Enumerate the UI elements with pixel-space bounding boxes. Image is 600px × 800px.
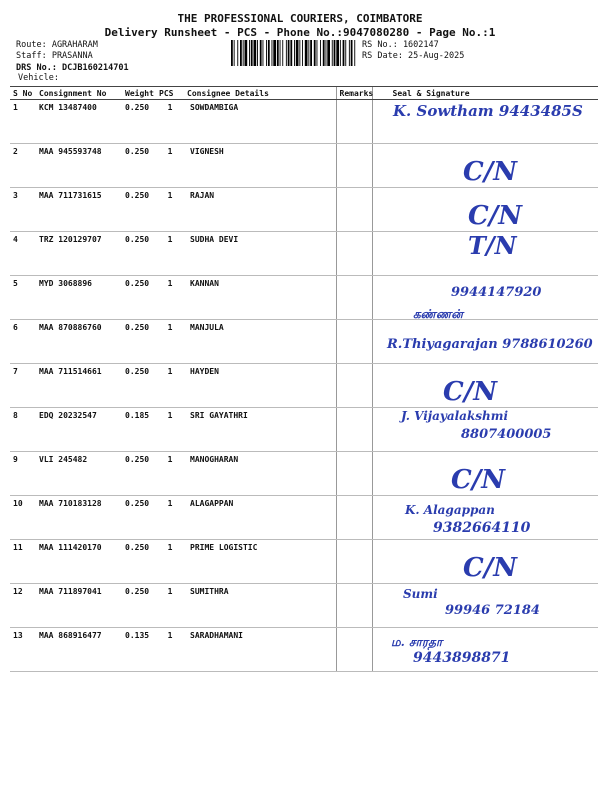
col-remarks: Remarks [336, 87, 372, 100]
table-row [10, 320, 598, 364]
barcode-bar [257, 40, 258, 66]
barcode-bar [249, 40, 250, 66]
table-row [10, 364, 598, 408]
phone-number: 9443898871 [412, 650, 510, 666]
table-row [10, 100, 598, 144]
barcode-bar [272, 40, 273, 66]
barcode-bar [273, 40, 276, 66]
cell-remarks [336, 232, 372, 276]
route: Route: AGRAHARAM [16, 40, 98, 50]
barcode-bar [349, 40, 350, 66]
cell-consignment: KCM 13487400 [36, 100, 122, 144]
cell-consignee: MANOGHARAN [184, 452, 336, 496]
barcode-bar [317, 40, 318, 66]
signature-text: K. Alagappan [404, 503, 495, 517]
cell-signature [372, 144, 598, 188]
handwritten-signature [373, 364, 600, 407]
barcode-bar [237, 40, 238, 66]
barcode-bar [345, 40, 346, 66]
handwritten-signature [373, 584, 600, 624]
signature-text: J. Vijayalakshmi [400, 409, 508, 423]
handwritten-signature [373, 188, 600, 231]
cn-mark: C/N [462, 553, 517, 583]
cell-weight: 0.250 [122, 144, 156, 188]
drs-number: DRS No.: DCJB160214701 [16, 63, 129, 73]
barcode-bar [234, 40, 235, 66]
handwritten-signature [373, 496, 600, 536]
table-row [10, 540, 598, 584]
barcode [230, 40, 358, 66]
table-row [10, 144, 598, 188]
runsheet-subtitle: Delivery Runsheet - PCS - Phone No.:9047080280 - Page No.:1 [104, 26, 496, 39]
barcode-bar [334, 40, 336, 66]
cell-sno: 11 [10, 540, 36, 584]
cell-remarks [336, 452, 372, 496]
cell-consignee: SOWDAMBIGA [184, 100, 336, 144]
handwritten-signature [373, 628, 600, 668]
col-sno: S No [10, 87, 36, 100]
cell-consignment: MAA 868916477 [36, 628, 122, 672]
handwritten-signature [373, 144, 600, 187]
cell-consignment: MAA 945593748 [36, 144, 122, 188]
cell-pcs: 1 [156, 584, 184, 628]
cell-consignee: SRI GAYATHRI [184, 408, 336, 452]
cell-pcs: 1 [156, 100, 184, 144]
cell-consignment: MAA 710183128 [36, 496, 122, 540]
signature-text: K. Sowtham 9443485S [392, 102, 583, 120]
cell-consignee: ALAGAPPAN [184, 496, 336, 540]
cell-remarks [336, 496, 372, 540]
table-row [10, 408, 598, 452]
cell-weight: 0.250 [122, 100, 156, 144]
barcode-bar [320, 40, 321, 66]
staff: Staff: PRASANNA [16, 51, 93, 61]
barcode-bar [302, 40, 303, 66]
cn-mark: C/N [462, 157, 517, 187]
cell-remarks [336, 320, 372, 364]
table-row [10, 584, 598, 628]
cell-remarks [336, 100, 372, 144]
barcode-bar [354, 40, 355, 66]
barcode-bar [288, 40, 290, 66]
col-seal: Seal & Signature [372, 87, 598, 100]
cell-pcs: 1 [156, 188, 184, 232]
cell-remarks [336, 628, 372, 672]
cell-consignment: VLI 245482 [36, 452, 122, 496]
cell-sno: 10 [10, 496, 36, 540]
phone-number: 9382664110 [432, 520, 530, 536]
cell-weight: 0.250 [122, 540, 156, 584]
cell-consignee: HAYDEN [184, 364, 336, 408]
cell-remarks [336, 276, 372, 320]
cell-remarks [336, 584, 372, 628]
table-header-row [10, 87, 598, 100]
barcode-bar [254, 40, 257, 66]
cell-weight: 0.250 [122, 188, 156, 232]
cell-signature [372, 452, 598, 496]
table-row [10, 232, 598, 276]
handwritten-signature [373, 452, 600, 495]
barcode-bar [266, 40, 267, 66]
barcode-bar [277, 40, 279, 66]
phone-number: 9944147920 [450, 285, 541, 300]
cell-consignment: MAA 111420170 [36, 540, 122, 584]
runsheet-table [10, 86, 598, 672]
cell-consignment: MAA 711731615 [36, 188, 122, 232]
cell-sno: 7 [10, 364, 36, 408]
barcode-bar [326, 40, 327, 66]
cell-consignment: EDQ 20232547 [36, 408, 122, 452]
cell-sno: 12 [10, 584, 36, 628]
barcode-bar [336, 40, 339, 66]
cell-consignee: SUMITHRA [184, 584, 336, 628]
barcode-bar [314, 40, 316, 66]
cell-signature [372, 408, 598, 452]
cell-signature [372, 584, 598, 628]
cell-signature [372, 496, 598, 540]
handwritten-signature [373, 100, 600, 140]
cell-consignment: MAA 870886760 [36, 320, 122, 364]
col-consignment: Consignment No [36, 87, 122, 100]
barcode-bar [263, 40, 264, 66]
cell-weight: 0.250 [122, 452, 156, 496]
handwritten-signature [373, 408, 600, 448]
cell-sno: 8 [10, 408, 36, 452]
barcode-bar [310, 40, 312, 66]
cell-pcs: 1 [156, 628, 184, 672]
barcode-bar [294, 40, 295, 66]
cell-sno: 3 [10, 188, 36, 232]
cell-pcs: 1 [156, 540, 184, 584]
cell-remarks [336, 364, 372, 408]
cell-consignee: SARADHAMANI [184, 628, 336, 672]
barcode-bar [299, 40, 300, 66]
cell-sno: 1 [10, 100, 36, 144]
cell-signature [372, 628, 598, 672]
barcode-bar [243, 40, 244, 66]
col-consignee: Consignee Details [184, 87, 336, 100]
barcode-bar [286, 40, 287, 66]
barcode-bar [343, 40, 345, 66]
cell-pcs: 1 [156, 320, 184, 364]
cell-remarks [336, 408, 372, 452]
barcode-bar [332, 40, 333, 66]
cell-consignee: MANJULA [184, 320, 336, 364]
cell-sno: 5 [10, 276, 36, 320]
cell-remarks [336, 188, 372, 232]
barcode-bar [240, 40, 242, 66]
cell-consignment: MAA 711514661 [36, 364, 122, 408]
rs-date: RS Date: 25-Aug-2025 [362, 51, 465, 61]
tn-mark: T/N [467, 231, 517, 260]
cell-signature [372, 540, 598, 584]
table-row [10, 496, 598, 540]
cell-consignee: PRIME LOGISTIC [184, 540, 336, 584]
cell-consignee: RAJAN [184, 188, 336, 232]
barcode-bar [290, 40, 292, 66]
cell-pcs: 1 [156, 232, 184, 276]
cell-weight: 0.250 [122, 496, 156, 540]
cell-consignment: MAA 711897041 [36, 584, 122, 628]
cell-remarks [336, 540, 372, 584]
cell-weight: 0.250 [122, 364, 156, 408]
table-row [10, 628, 598, 672]
signature-text: R.Thiyagarajan 9788610260 [386, 337, 593, 352]
handwritten-signature [373, 276, 600, 321]
barcode-bar [251, 40, 253, 66]
cell-pcs: 1 [156, 408, 184, 452]
cn-mark: C/N [450, 465, 505, 495]
signature-text: கண்ணன் [412, 307, 463, 321]
table-row [10, 276, 598, 320]
runsheet-title: THE PROFESSIONAL COURIERS, COIMBATORE [177, 12, 423, 25]
barcode-bar [282, 40, 283, 66]
cell-remarks [336, 144, 372, 188]
vehicle: Vehicle: [18, 73, 59, 83]
cn-mark: C/N [442, 377, 497, 407]
col-pcs: PCS [156, 87, 184, 100]
cell-pcs: 1 [156, 452, 184, 496]
barcode-bar [296, 40, 299, 66]
cell-sno: 6 [10, 320, 36, 364]
meta-right [362, 40, 464, 62]
cell-weight: 0.250 [122, 320, 156, 364]
cell-sno: 9 [10, 452, 36, 496]
cell-sno: 2 [10, 144, 36, 188]
cell-consignment: MYD 3068896 [36, 276, 122, 320]
cell-pcs: 1 [156, 276, 184, 320]
cell-weight: 0.250 [122, 232, 156, 276]
cell-pcs: 1 [156, 144, 184, 188]
cell-signature [372, 276, 598, 320]
col-weight: Weight [122, 87, 156, 100]
cell-signature [372, 320, 598, 364]
cell-weight: 0.250 [122, 276, 156, 320]
signature-text: Sumi [402, 587, 438, 601]
cell-sno: 13 [10, 628, 36, 672]
cell-consignment: TRZ 120129707 [36, 232, 122, 276]
phone-number: 8807400005 [460, 427, 551, 442]
meta-left [16, 40, 129, 74]
cell-signature [372, 232, 598, 276]
barcode-bar [308, 40, 309, 66]
cell-pcs: 1 [156, 496, 184, 540]
barcode-bar [351, 40, 353, 66]
handwritten-signature [373, 232, 600, 272]
table-row [10, 188, 598, 232]
cell-consignee: KANNAN [184, 276, 336, 320]
barcode-bar [231, 40, 233, 66]
cell-pcs: 1 [156, 364, 184, 408]
cn-mark: C/N [467, 201, 522, 231]
barcode-bar [245, 40, 248, 66]
barcode-bar [305, 40, 308, 66]
cell-weight: 0.185 [122, 408, 156, 452]
handwritten-signature [373, 540, 600, 583]
barcode-bar [323, 40, 325, 66]
cell-sno: 4 [10, 232, 36, 276]
barcode-bar [280, 40, 281, 66]
cell-consignee: VIGNESH [184, 144, 336, 188]
cell-signature [372, 188, 598, 232]
cell-signature [372, 364, 598, 408]
table-row [10, 452, 598, 496]
handwritten-signature [373, 320, 600, 360]
cell-weight: 0.250 [122, 584, 156, 628]
rs-number: RS No.: 1602147 [362, 40, 439, 50]
barcode-bar [268, 40, 270, 66]
barcode-bar [327, 40, 330, 66]
cell-weight: 0.135 [122, 628, 156, 672]
cell-signature [372, 100, 598, 144]
signature-text: ம. சாரதா [390, 635, 442, 649]
barcode-bar [340, 40, 341, 66]
cell-consignee: SUDHA DEVI [184, 232, 336, 276]
phone-number: 99946 72184 [444, 603, 540, 618]
barcode-bar [260, 40, 262, 66]
